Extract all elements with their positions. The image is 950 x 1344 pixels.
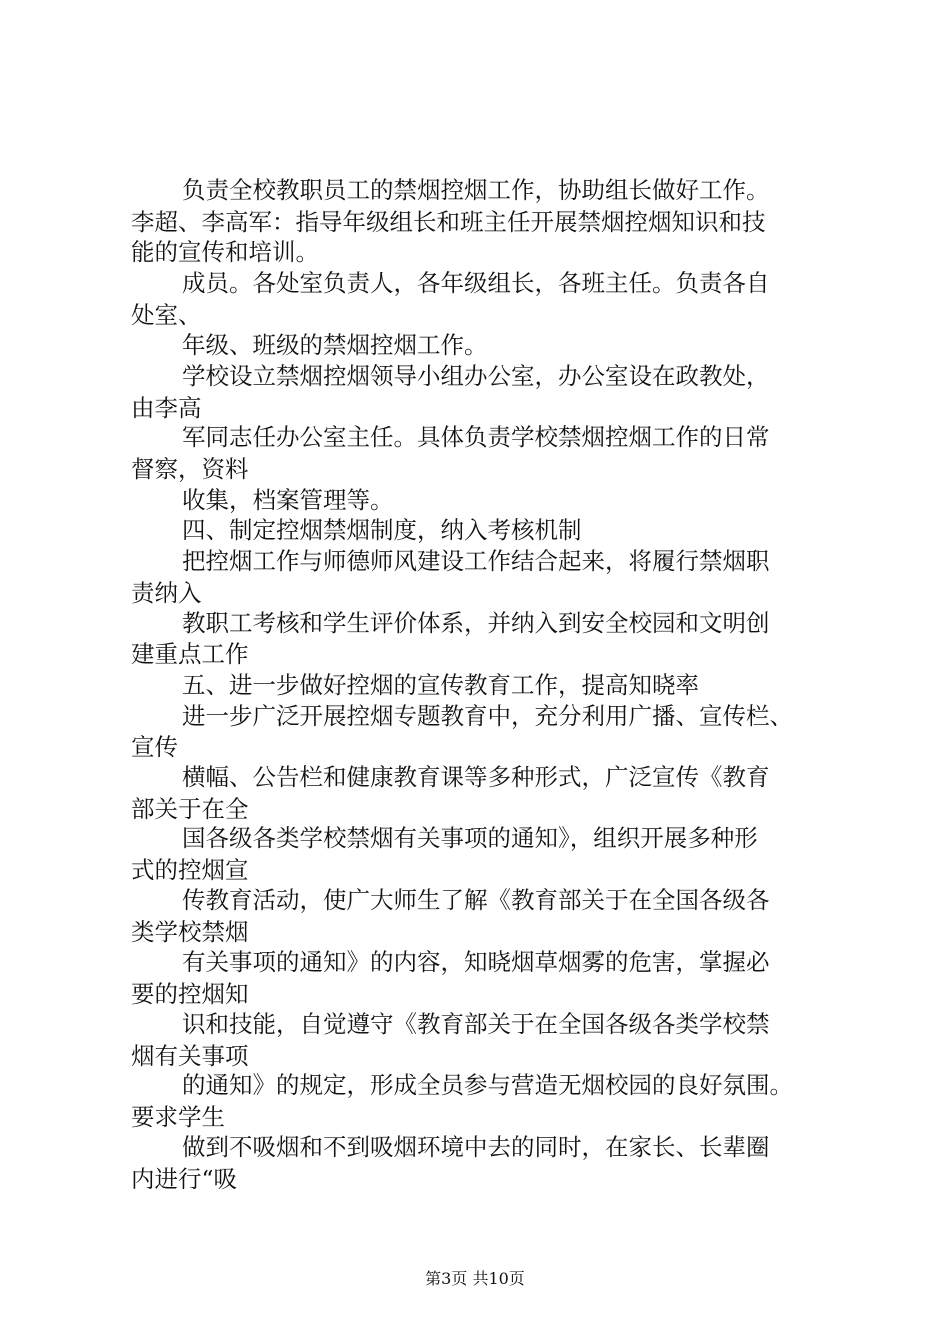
body-line: 横幅、公告栏和健康教育课等多种形式，广泛宣传《教育 (182, 763, 770, 791)
body-line: 收集，档案管理等。 (182, 486, 394, 514)
body-line: 烟有关事项 (131, 1042, 249, 1070)
body-line: 学校设立禁烟控烟领导小组办公室，办公室设在政教处， (182, 362, 770, 390)
body-line: 由李高 (131, 394, 202, 422)
body-line: 五、进一步做好控烟的宣传教育工作，提高知晓率 (182, 671, 699, 699)
body-line: 内进行“吸 (131, 1165, 238, 1193)
body-line: 做到不吸烟和不到吸烟环境中去的同时，在家长、长辈圈 (182, 1133, 770, 1161)
body-line: 进一步广泛开展控烟专题教育中，充分利用广播、宣传栏、 (182, 702, 793, 730)
body-line: 教职工考核和学生评价体系，并纳入到安全校园和文明创 (182, 609, 770, 637)
body-line: 有关事项的通知》的内容，知晓烟草烟雾的危害，掌握必 (182, 948, 770, 976)
body-line: 识和技能，自觉遵守《教育部关于在全国各级各类学校禁 (182, 1010, 770, 1038)
body-line: 要的控烟知 (131, 980, 249, 1008)
body-line: 类学校禁烟 (131, 918, 249, 946)
body-line: 年级、班级的禁烟控烟工作。 (182, 331, 488, 359)
page-number-footer: 第3页 共10页 (425, 1269, 525, 1288)
body-line: 的通知》的规定，形成全员参与营造无烟校园的良好氛围。 (182, 1071, 793, 1099)
body-line: 责纳入 (131, 579, 202, 607)
body-line: 成员。各处室负责人，各年级组长，各班主任。负责各自 (182, 269, 770, 297)
body-line: 要求学生 (131, 1103, 225, 1131)
body-line: 李超、李高军：指导年级组长和班主任开展禁烟控烟知识和技 (131, 208, 766, 236)
body-line: 宣传 (131, 733, 178, 761)
body-line: 把控烟工作与师德师风建设工作结合起来，将履行禁烟职 (182, 547, 770, 575)
body-line: 负责全校教职员工的禁烟控烟工作，协助组长做好工作。 (182, 176, 770, 204)
body-line: 处室、 (131, 301, 202, 329)
body-line: 督察，资料 (131, 455, 249, 483)
body-line: 国各级各类学校禁烟有关事项的通知》，组织开展多种形 (182, 824, 758, 852)
body-line: 传教育活动，使广大师生了解《教育部关于在全国各级各 (182, 886, 770, 914)
body-line: 部关于在全 (131, 795, 249, 823)
body-line: 军同志任办公室主任。具体负责学校禁烟控烟工作的日常 (182, 423, 770, 451)
body-line: 建重点工作 (131, 640, 249, 668)
body-line: 四、制定控烟禁烟制度，纳入考核机制 (182, 516, 582, 544)
body-line: 式的控烟宣 (131, 856, 249, 884)
body-line: 能的宣传和培训。 (131, 238, 319, 266)
